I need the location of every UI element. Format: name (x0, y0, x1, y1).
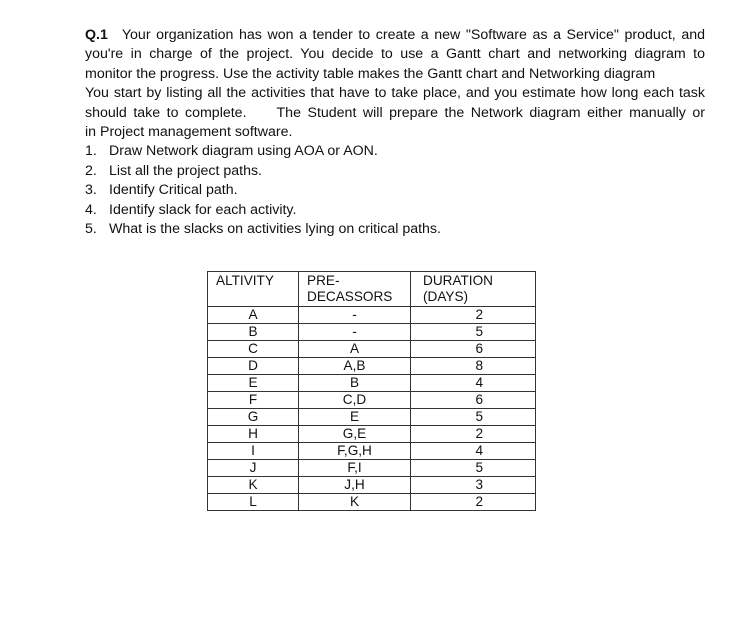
predecessor-cell: E (299, 409, 411, 426)
activity-cell: J (208, 460, 299, 477)
task-item (85, 162, 705, 181)
table-row (208, 494, 536, 511)
task-text: What is the slacks on activities lying on critical paths. (109, 221, 441, 238)
duration-cell: 4 (411, 375, 536, 392)
question-text-line (85, 104, 705, 123)
table-row (208, 324, 536, 341)
question-text-fragment: The Student will prepare the Network diagram either manually or (276, 104, 705, 121)
duration-cell: 5 (411, 324, 536, 341)
duration-cell: 5 (411, 409, 536, 426)
table-row (208, 477, 536, 494)
activity-cell: H (208, 426, 299, 443)
predecessor-cell: F,I (299, 460, 411, 477)
activity-cell: I (208, 443, 299, 460)
table-row (208, 375, 536, 392)
duration-cell: 2 (411, 307, 536, 324)
activity-cell: K (208, 477, 299, 494)
table-row (208, 358, 536, 375)
task-number: 2. (85, 162, 97, 179)
header-predecessors: PRE- DECASSORS (299, 272, 411, 307)
predecessor-cell: A,B (299, 358, 411, 375)
predecessor-cell: J,H (299, 477, 411, 494)
task-item (85, 220, 705, 239)
activity-cell: D (208, 358, 299, 375)
predecessor-cell: K (299, 494, 411, 511)
predecessor-cell: - (299, 307, 411, 324)
table-row (208, 460, 536, 477)
task-item (85, 181, 705, 200)
task-item (85, 142, 705, 161)
question-intro-text: Your organization has won a tender to create a new "Software as a Service" product, and (121, 27, 705, 43)
task-item (85, 201, 705, 220)
predecessor-cell: A (299, 341, 411, 358)
activity-cell: A (208, 307, 299, 324)
task-text: Identify slack for each activity. (109, 201, 297, 218)
task-number: 4. (85, 201, 97, 218)
duration-cell: 2 (411, 426, 536, 443)
table-row (208, 409, 536, 426)
duration-cell: 6 (411, 392, 536, 409)
predecessor-cell: F,G,H (299, 443, 411, 460)
activity-cell: F (208, 392, 299, 409)
question-text-line: in Project management software. (85, 124, 293, 141)
activity-cell: B (208, 324, 299, 341)
activity-cell: L (208, 494, 299, 511)
task-text: Draw Network diagram using AOA or AON. (109, 143, 378, 160)
header-duration: DURATION (DAYS) (411, 272, 536, 307)
duration-cell: 3 (411, 477, 536, 494)
question-number: Q.1 (85, 27, 108, 43)
table-header-row (208, 272, 536, 307)
task-number: 3. (85, 182, 97, 199)
table-row (208, 341, 536, 358)
predecessor-cell: B (299, 375, 411, 392)
predecessor-cell: C,D (299, 392, 411, 409)
predecessor-cell: G,E (299, 426, 411, 443)
question-intro-line (85, 26, 705, 45)
task-number: 5. (85, 221, 97, 238)
duration-cell: 4 (411, 443, 536, 460)
table-row (208, 443, 536, 460)
predecessor-cell: - (299, 324, 411, 341)
table-row (208, 392, 536, 409)
task-text: Identify Critical path. (109, 182, 238, 199)
question-block (85, 26, 705, 239)
activity-cell: C (208, 341, 299, 358)
duration-cell: 6 (411, 341, 536, 358)
question-text-fragment: should take to complete. (85, 104, 247, 121)
task-number: 1. (85, 143, 97, 160)
activity-table (207, 271, 536, 511)
task-text: List all the project paths. (109, 162, 262, 179)
table-row (208, 426, 536, 443)
question-text-line: You start by listing all the activities that have to take place, and you estimate how long each task (85, 85, 705, 102)
duration-cell: 5 (411, 460, 536, 477)
activity-cell: G (208, 409, 299, 426)
question-text-line: monitor the progress. Use the activity table makes the Gantt chart and Networking diagram (85, 65, 656, 82)
duration-cell: 2 (411, 494, 536, 511)
header-activity: ALTIVITY (208, 272, 299, 307)
table-row (208, 307, 536, 324)
task-list (85, 142, 705, 239)
duration-cell: 8 (411, 358, 536, 375)
question-text-line: you're in charge of the project. You decide to use a Gantt chart and networking diagram to (85, 46, 705, 63)
activity-cell: E (208, 375, 299, 392)
